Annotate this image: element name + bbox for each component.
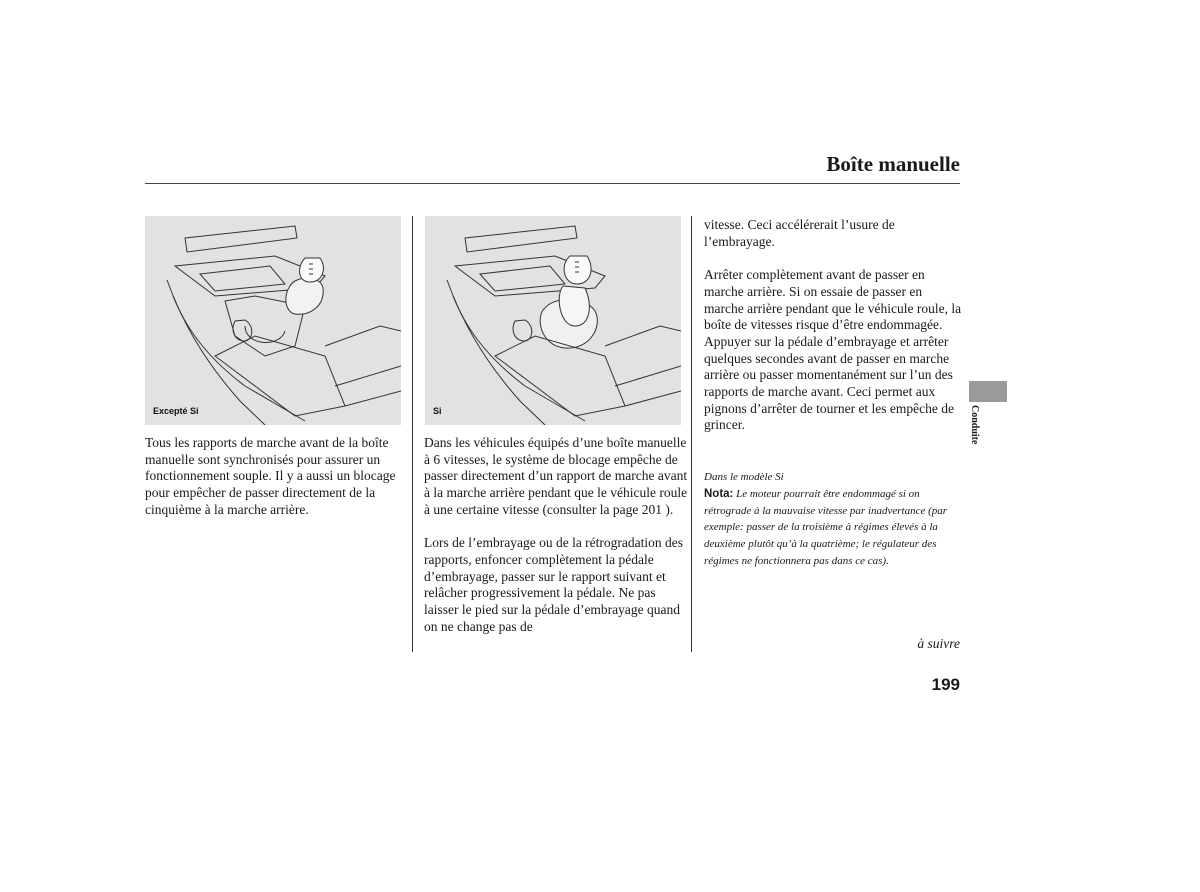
column-1-text — [145, 435, 407, 519]
column-divider — [412, 216, 413, 652]
figure-caption: Excepté Si — [153, 406, 199, 416]
page-title: Boîte manuelle — [826, 152, 960, 176]
nota-block — [704, 486, 960, 570]
section-label-text: Conduite — [969, 405, 980, 445]
section-tab — [969, 381, 1007, 402]
nota-text: Le moteur pourrait être endommagé si on rétrograde à la mauvaise vitesse par inadvertance (par exemple: passer de la troisième à régimes élevés à la deuxième plutôt qu’à la quatrième; le régulateur des régimes ne fonctionnera pas dans ce cas). — [704, 488, 948, 567]
section-label — [966, 405, 982, 457]
paragraph: Lors de l’embrayage ou de la rétrogradation des rapports, enfoncer complètement la pédale d’embrayage, passer sur le rapport suivant et relâcher progressivement la pédale. Ne pas laisser le pied sur la pédale d’embrayage quand on ne change pas de — [424, 535, 684, 634]
paragraph: Arrêter complètement avant de passer en marche arrière. Si on essaie de passer en marche arrière pendant que le véhicule roule, la boîte de vitesses risque d’être endommagée. Appuyer sur la pédale d’embrayage et arrêter quelques secondes avant de passer en marche arrière ou passer momentanément sur l’un des rapports de marche avant. Ceci permet aux pignons d’arrêter de tourner et les empêche de grincer. — [704, 267, 962, 433]
gear-shift-illustration-icon — [425, 216, 681, 425]
continue-label: à suivre — [917, 636, 960, 651]
figure-caption: Si — [433, 406, 442, 416]
model-note: Dans le modèle Si — [704, 471, 784, 483]
column-2-text — [424, 435, 688, 635]
column-3-text — [704, 217, 964, 434]
column-divider — [691, 216, 692, 652]
figure-gear-shift-standard — [145, 216, 401, 425]
page-number: 199 — [931, 675, 960, 694]
header-rule — [145, 183, 960, 184]
gear-shift-illustration-icon — [145, 216, 401, 425]
paragraph: Tous les rapports de marche avant de la boîte manuelle sont synchronisés pour assurer un fonctionnement souple. Il y a aussi un blocage pour empêcher de passer directement de la cinquième à la marche arrière. — [145, 435, 396, 517]
figure-gear-shift-si — [425, 216, 681, 425]
paragraph: vitesse. Ceci accélérerait l’usure de l’embrayage. — [704, 217, 895, 249]
paragraph: Dans les véhicules équipés d’une boîte manuelle à 6 vitesses, le système de blocage empêche de passer directement d’un rapport de marche avant à la marche arrière pendant que le véhicule roule à une certaine vitesse (consulter la page 201 ). — [424, 435, 688, 517]
nota-label: Nota: — [704, 488, 734, 500]
